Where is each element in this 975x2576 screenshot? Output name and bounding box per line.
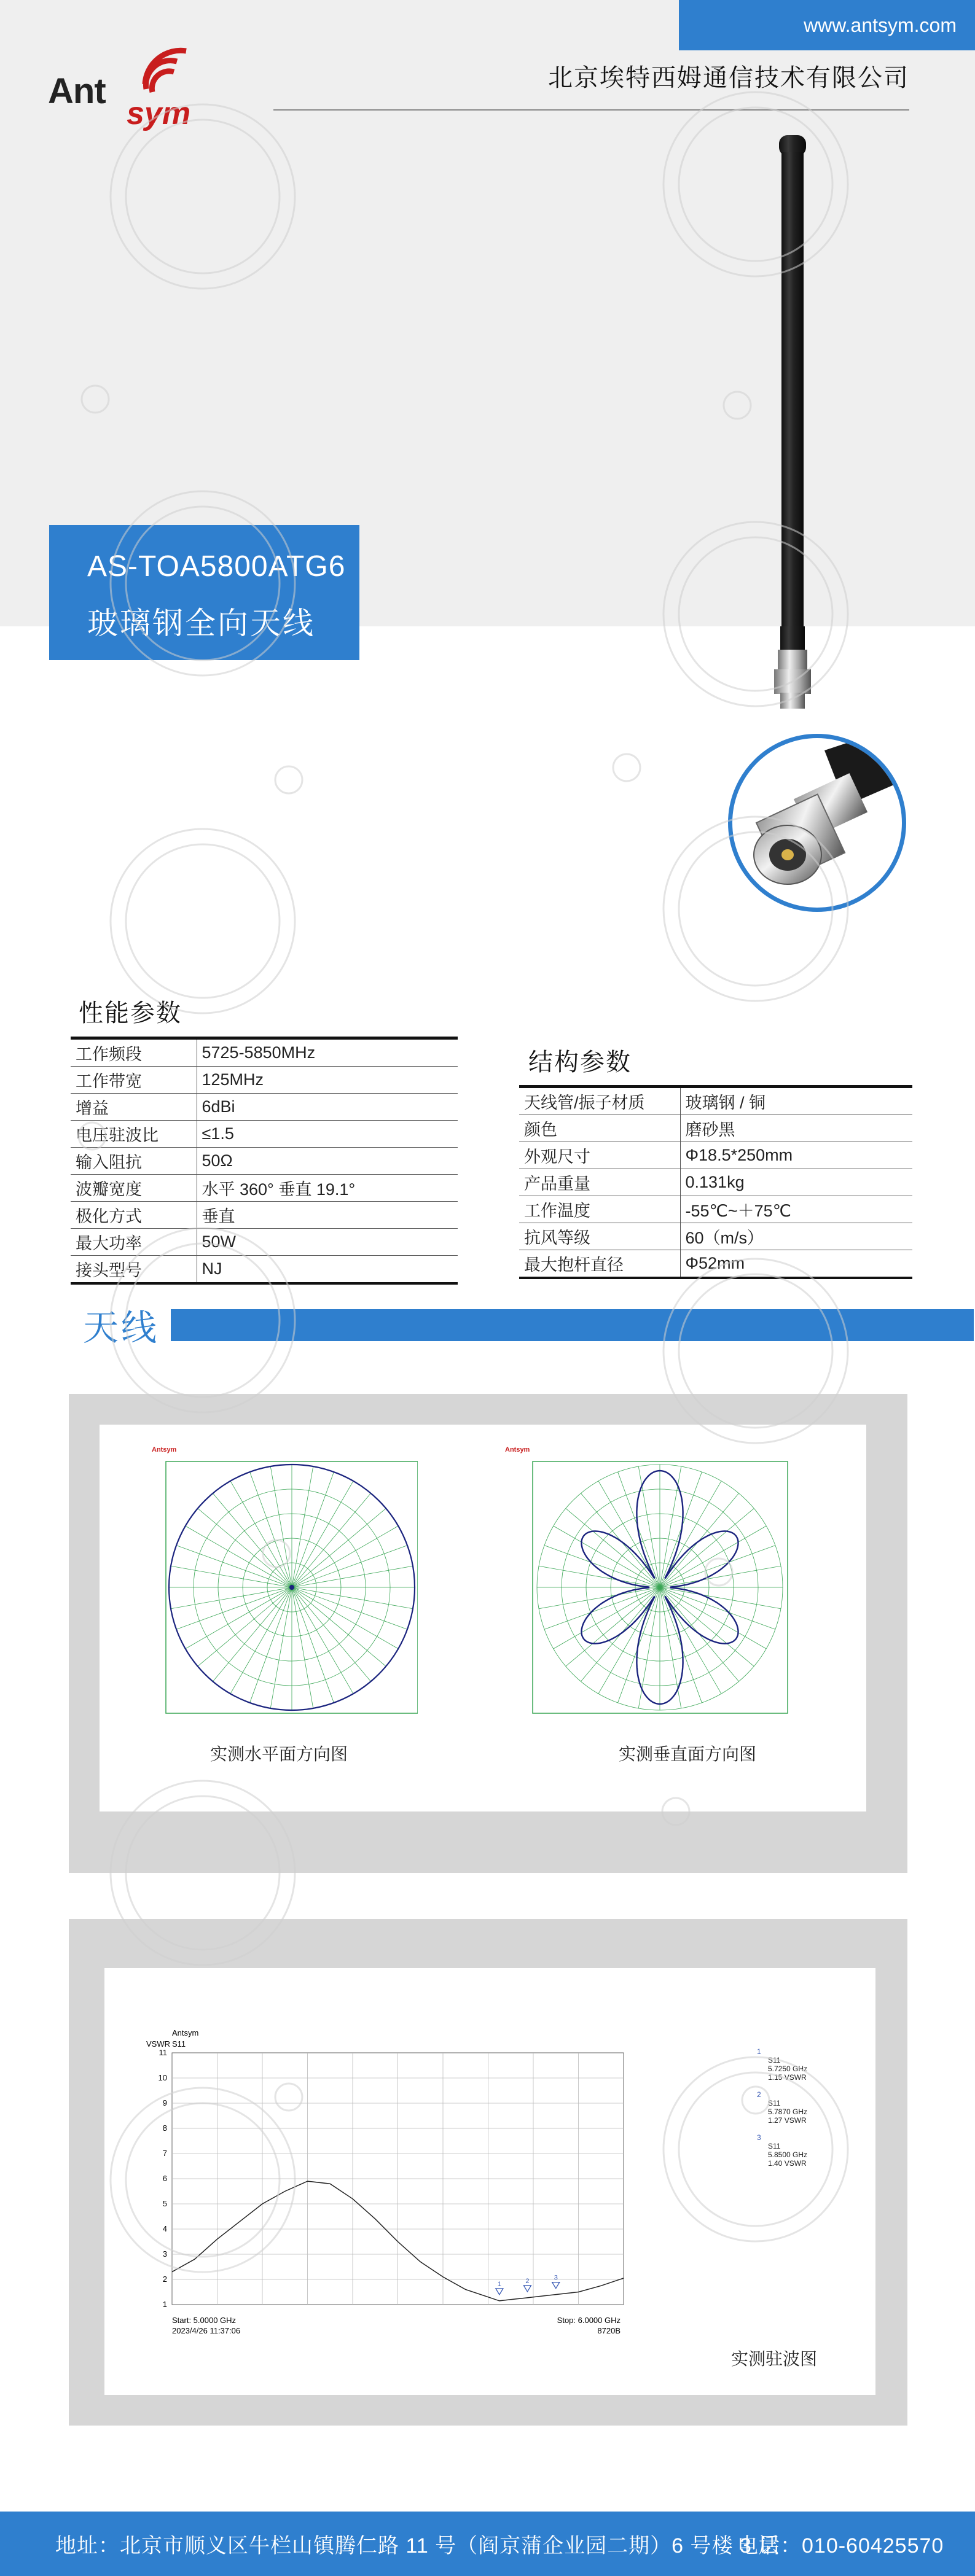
structure-label: 产品重量 xyxy=(519,1169,680,1196)
performance-value: ≤1.5 xyxy=(197,1121,458,1148)
logo-text-ant: Ant xyxy=(48,71,106,111)
performance-value: 125MHz xyxy=(197,1067,458,1094)
vswr-stop-label: Stop: 6.0000 GHz xyxy=(557,2316,621,2325)
structure-label: 天线管/振子材质 xyxy=(519,1087,680,1115)
company-name: 北京埃特西姆通信技术有限公司 xyxy=(548,64,909,91)
performance-value: 5725-5850MHz xyxy=(197,1038,458,1067)
vswr-legend-id: 3 xyxy=(757,2133,761,2142)
vswr-marker-1 xyxy=(496,2289,503,2295)
header-divider xyxy=(273,109,909,111)
footer-phone[interactable]: 电话：010-60425570 xyxy=(737,2534,944,2558)
structure-value: 60（m/s） xyxy=(680,1223,912,1250)
performance-label: 电压驻波比 xyxy=(71,1121,197,1148)
performance-value: 50Ω xyxy=(197,1148,458,1175)
footer xyxy=(0,2512,975,2576)
vswr-caption: 实测驻波图 xyxy=(731,2350,818,2369)
performance-label: 工作频段 xyxy=(71,1038,197,1067)
vertical-pattern-chart xyxy=(530,1443,794,1719)
vswr-legend-id: 2 xyxy=(757,2090,761,2099)
watermark-ring xyxy=(111,829,295,1013)
performance-row xyxy=(71,1256,458,1284)
vswr-legend-vswr: 1.15 VSWR xyxy=(768,2073,807,2082)
performance-row xyxy=(71,1094,458,1121)
vswr-ytick-label: 7 xyxy=(162,2149,167,2158)
mini-logo-right: Antsym xyxy=(505,1446,530,1453)
section-title: 天线 xyxy=(83,1308,160,1348)
performance-label: 接头型号 xyxy=(71,1256,197,1284)
vswr-brand: Antsym xyxy=(172,2028,199,2037)
vswr-legend-freq: 5.7870 GHz xyxy=(768,2107,808,2116)
performance-table xyxy=(71,1037,458,1285)
performance-value: 50W xyxy=(197,1229,458,1256)
footer-address: 地址：北京市顺义区牛栏山镇腾仁路 11 号（阎京蒲企业园二期）6 号楼 3 层 xyxy=(55,2534,780,2558)
n-connector-icon xyxy=(732,738,902,908)
vswr-legend-label: S11 xyxy=(768,2142,781,2150)
vswr-ytick-label: 9 xyxy=(162,2098,167,2107)
performance-label: 最大功率 xyxy=(71,1229,197,1256)
vswr-legend-label: S11 xyxy=(768,2099,781,2107)
performance-label: 极化方式 xyxy=(71,1202,197,1229)
product-title-box xyxy=(49,525,359,660)
mini-logo-left: Antsym xyxy=(152,1446,177,1453)
product-name: 玻璃钢全向天线 xyxy=(87,606,315,640)
vswr-card xyxy=(104,1968,875,2395)
structure-label: 最大抱杆直径 xyxy=(519,1250,680,1278)
performance-row xyxy=(71,1148,458,1175)
antenna-photo xyxy=(762,135,823,712)
vswr-legend-freq: 5.8500 GHz xyxy=(768,2150,808,2159)
vswr-series-label: S11 xyxy=(172,2039,186,2049)
performance-value: 水平 360° 垂直 19.1° xyxy=(197,1175,458,1202)
signal-waves-icon xyxy=(140,46,208,95)
performance-label: 波瓣宽度 xyxy=(71,1175,197,1202)
performance-row xyxy=(71,1202,458,1229)
vswr-timestamp: 2023/4/26 11:37:06 xyxy=(172,2326,241,2335)
performance-row xyxy=(71,1067,458,1094)
structure-row xyxy=(519,1250,912,1278)
vswr-legend-vswr: 1.40 VSWR xyxy=(768,2159,807,2168)
watermark-dot xyxy=(613,754,640,781)
horizontal-pattern-caption: 实测水平面方向图 xyxy=(210,1745,348,1764)
performance-value: 垂直 xyxy=(197,1202,458,1229)
structure-label: 颜色 xyxy=(519,1115,680,1142)
pattern-card xyxy=(100,1425,866,1811)
performance-value: 6dBi xyxy=(197,1094,458,1121)
connector-closeup xyxy=(728,734,906,912)
vswr-marker-number: 1 xyxy=(497,2280,501,2288)
structure-value: Φ52mm xyxy=(680,1250,912,1278)
structure-table xyxy=(519,1085,912,1279)
vswr-ytick-label: 2 xyxy=(162,2274,167,2284)
section-bar xyxy=(171,1309,974,1341)
vswr-ytick-label: 6 xyxy=(162,2174,167,2183)
vswr-ytick-label: 4 xyxy=(162,2224,167,2233)
performance-row xyxy=(71,1175,458,1202)
performance-value: NJ xyxy=(197,1256,458,1284)
structure-row xyxy=(519,1087,912,1115)
performance-row xyxy=(71,1038,458,1067)
structure-value: -55℃~＋75℃ xyxy=(680,1196,912,1223)
vswr-ytick-label: 8 xyxy=(162,2123,167,2133)
vswr-ytick-label: 5 xyxy=(162,2199,167,2208)
horizontal-pattern-chart xyxy=(154,1443,418,1719)
structure-row xyxy=(519,1169,912,1196)
structure-label: 抗风等级 xyxy=(519,1223,680,1250)
vswr-marker-number: 3 xyxy=(554,2274,558,2282)
vswr-legend-id: 1 xyxy=(757,2047,761,2056)
website-banner[interactable]: www.antsym.com xyxy=(679,0,975,50)
vswr-ytick-label: 3 xyxy=(162,2249,167,2259)
structure-label: 工作温度 xyxy=(519,1196,680,1223)
vswr-legend-vswr: 1.27 VSWR xyxy=(768,2116,807,2125)
performance-title: 性能参数 xyxy=(79,1000,182,1027)
performance-label: 输入阻抗 xyxy=(71,1148,197,1175)
vswr-model: 8720B xyxy=(597,2326,621,2335)
structure-value: Φ18.5*250mm xyxy=(680,1142,912,1169)
vswr-marker-3 xyxy=(552,2282,560,2289)
antsym-logo xyxy=(48,46,208,131)
performance-label: 工作带宽 xyxy=(71,1067,197,1094)
performance-row xyxy=(71,1121,458,1148)
structure-value: 磨砂黑 xyxy=(680,1115,912,1142)
logo-text-sym: sym xyxy=(127,96,191,131)
vswr-legend-label: S11 xyxy=(768,2056,781,2064)
watermark-ring xyxy=(126,844,280,998)
product-model: AS-TOA5800ATG6 xyxy=(87,550,346,583)
structure-row xyxy=(519,1115,912,1142)
structure-row xyxy=(519,1142,912,1169)
vswr-ytick-label: 11 xyxy=(159,2048,167,2057)
vertical-pattern-caption: 实测垂直面方向图 xyxy=(619,1745,757,1764)
vswr-chart xyxy=(135,2017,811,2337)
structure-row xyxy=(519,1196,912,1223)
performance-label: 增益 xyxy=(71,1094,197,1121)
watermark-dot xyxy=(275,766,302,793)
structure-label: 外观尺寸 xyxy=(519,1142,680,1169)
vswr-marker-2 xyxy=(523,2286,531,2292)
vswr-start-label: Start: 5.0000 GHz xyxy=(172,2316,237,2325)
vswr-axis-label: VSWR xyxy=(146,2039,170,2049)
structure-value: 0.131kg xyxy=(680,1169,912,1196)
performance-row xyxy=(71,1229,458,1256)
structure-title: 结构参数 xyxy=(528,1049,632,1076)
vswr-legend-freq: 5.7250 GHz xyxy=(768,2064,808,2073)
structure-row xyxy=(519,1223,912,1250)
structure-value: 玻璃钢 / 铜 xyxy=(680,1087,912,1115)
vswr-ytick-label: 1 xyxy=(162,2300,167,2309)
vswr-marker-number: 2 xyxy=(525,2277,530,2285)
vswr-ytick-label: 10 xyxy=(158,2073,167,2082)
